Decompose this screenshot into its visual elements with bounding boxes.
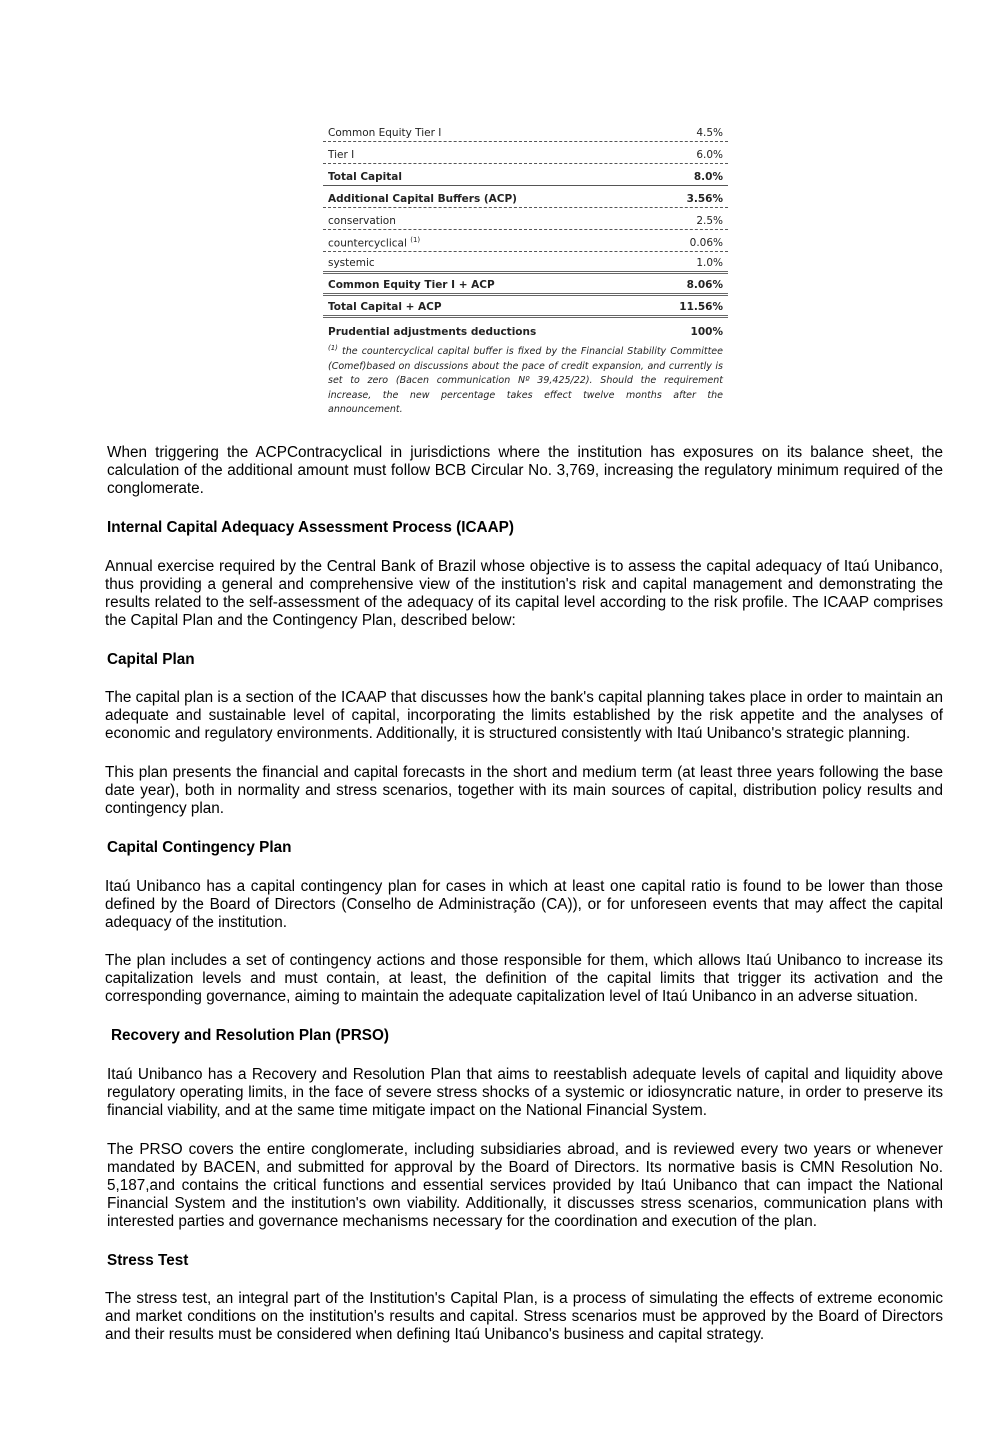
paragraph: Itaú Unibanco has a capital contingency plan for cases in which at least one capital ratio is found to be lower than those defined by the Board of Directors (Conselho de Administração (CA)), or for unforeseen events that may affect the capital adequacy of the institution.: [105, 878, 943, 931]
footnote-mark: (1): [328, 344, 338, 352]
row-value: 0.06%: [689, 237, 723, 249]
footnote-text: the countercyclical capital buffer is fixed by the Financial Stability Committee (Comef)based on discussions about the pace of credit expansion, and currently is set to zero (Bacen communication Nº 39,425/22). Should the requirement increase, the new percentage takes effect twelve months after the announcement.: [328, 346, 723, 416]
table-row: [323, 231, 728, 252]
heading-icaap: Internal Capital Adequacy Assessment Process (ICAAP): [107, 519, 514, 536]
table-row: [323, 253, 728, 274]
table-row: [323, 143, 728, 164]
row-label: Additional Capital Buffers (ACP): [328, 193, 517, 205]
row-label: [328, 236, 420, 250]
paragraph: Annual exercise required by the Central Bank of Brazil whose objective is to assess the capital adequacy of Itaú Unibanco, thus providing a general and comprehensive view of the institution's risk and capital management and demonstrating the results related to the self-assessment of the adequacy of its capital level according to the risk profile. The ICAAP comprises the Capital Plan and the Contingency Plan, described below:: [105, 558, 943, 629]
table-row: [323, 297, 728, 318]
heading-prso: Recovery and Resolution Plan (PRSO): [111, 1027, 389, 1044]
capital-requirements-table: [323, 121, 728, 418]
row-value: 8.0%: [693, 171, 723, 183]
paragraph: Itaú Unibanco has a Recovery and Resolution Plan that aims to reestablish adequate levels of capital and liquidity above regulatory operating limits, in the face of severe stress shocks of a systemic or idiosyncratic nature, in order to preserve its financial viability, and at the same time mitigate impact on the National Financial System.: [107, 1066, 943, 1119]
paragraph: This plan presents the financial and capital forecasts in the short and medium term (at least three years following the base date year), both in normality and stress scenarios, together with its main sources of capital, distribution policy results and contingency plan.: [105, 764, 943, 817]
row-value: 4.5%: [696, 127, 723, 139]
row-value: 100%: [690, 326, 723, 338]
row-value: 8.06%: [686, 279, 723, 291]
row-label: Total Capital + ACP: [328, 301, 442, 313]
heading-capital-plan: Capital Plan: [107, 651, 195, 668]
paragraph: The stress test, an integral part of the Institution's Capital Plan, is a process of simulating the effects of extreme economic and market conditions on the institution's results and capital. Stress scenarios must be approved by the Board of Directors and their results must be considered when defining Itaú Unibanco's business and capital strategy.: [105, 1290, 943, 1343]
table-row: [323, 209, 728, 230]
paragraph: The plan includes a set of contingency actions and those responsible for them, which allows Itaú Unibanco to increase its capitalization levels and must contain, at least, the definition of the capital limits that trigger its activation and the corresponding governance, aiming to maintain the adequate capitalization level of Itaú Unibanco in an adverse situation.: [105, 952, 943, 1005]
heading-contingency-plan: Capital Contingency Plan: [107, 839, 292, 856]
row-value: 1.0%: [696, 257, 723, 269]
paragraph: The PRSO covers the entire conglomerate, including subsidiaries abroad, and is reviewed every two years or whenever mandated by BACEN, and submitted for approval by the Board of Directors. Its normative basis is CMN Resolution No. 5,187,and contains the critical functions and essential services provided by Itaú Unibanco that can impact the National Financial System and the institution's own viability. Additionally, it discusses stress scenarios, communication plans with interested parties and governance mechanisms necessary for the coordination and execution of the plan.: [107, 1141, 943, 1230]
row-value: 2.5%: [696, 215, 723, 227]
row-label: Common Equity Tier I: [328, 127, 442, 139]
table-footnote: [323, 341, 728, 418]
row-value: 11.56%: [679, 301, 723, 313]
heading-stress-test: Stress Test: [107, 1252, 189, 1269]
paragraph: The capital plan is a section of the ICAAP that discusses how the bank's capital planning takes place in order to maintain an adequate and sustainable level of capital, incorporating the limits established by the risk appetite and the analyses of economic and regulatory environments. Additionally, it is structured consistently with Itaú Unibanco's strategic planning.: [105, 689, 943, 742]
row-label: Common Equity Tier I + ACP: [328, 279, 495, 291]
row-label: Total Capital: [328, 171, 402, 183]
table-row: [323, 187, 728, 208]
row-label: conservation: [328, 215, 396, 227]
paragraph: When triggering the ACPContracyclical in jurisdictions where the institution has exposures on its balance sheet, the calculation of the additional amount must follow BCB Circular No. 3,769, increasing the regulatory minimum required of the conglomerate.: [107, 444, 943, 497]
row-label-text: countercyclical: [328, 237, 407, 249]
table-row: [323, 319, 728, 340]
row-label: Tier I: [328, 149, 355, 161]
table-row: [323, 121, 728, 142]
row-value: 6.0%: [696, 149, 723, 161]
table-row: [323, 275, 728, 296]
row-label: systemic: [328, 257, 375, 269]
row-value: 3.56%: [686, 193, 723, 205]
footnote-ref: (1): [410, 235, 421, 244]
table-row: [323, 165, 728, 186]
row-label: Prudential adjustments deductions: [328, 326, 537, 338]
